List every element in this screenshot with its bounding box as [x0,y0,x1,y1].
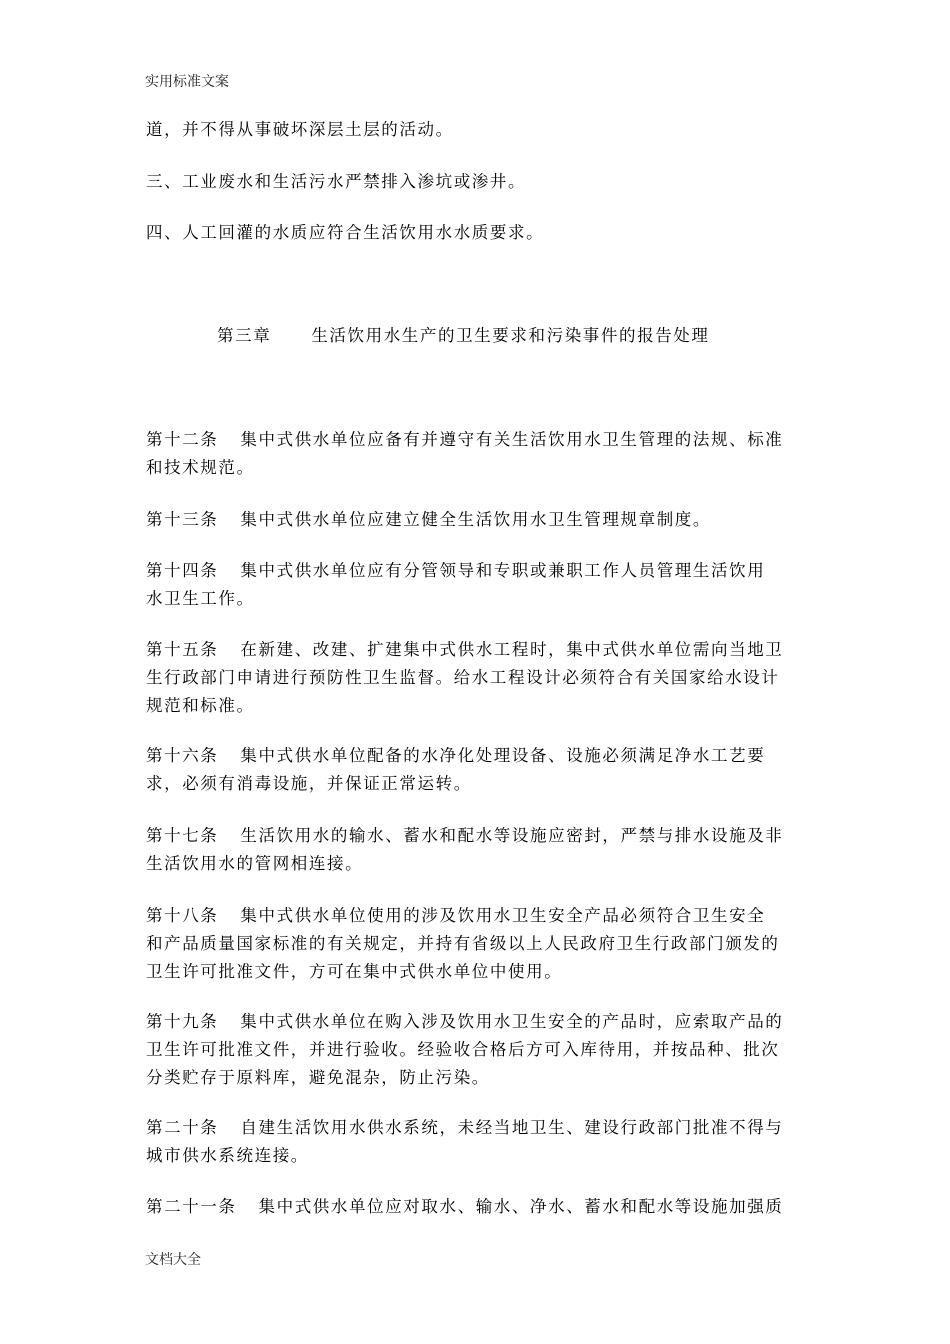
paragraph-line [146,557,810,585]
article-14 [146,557,810,613]
article-label: 第十二条 [146,430,219,449]
article-label: 第十九条 [146,1012,219,1031]
paragraph-line: 和产品质量国家标准的有关规定，并持有省级以上人民政府卫生行政部门颁发的 [146,934,780,953]
paragraph-line [146,1193,810,1221]
article-17 [146,822,810,878]
article-label: 第二十条 [146,1118,219,1137]
article-text: 集中式供水单位应备有并遵守有关生活饮用水卫生管理的法规、标准 [240,430,784,449]
article-18 [146,902,810,986]
article-text: 自建生活饮用水供水系统，未经当地卫生、建设行政部门批准不得与 [240,1118,784,1137]
article-19 [146,1008,810,1092]
chapter-number: 第三章 [217,326,272,345]
paragraph-line [146,506,810,534]
page-footer: 文档大全 [145,1252,201,1268]
paragraph-line: 三、工业废水和生活污水严禁排入渗坑或渗井。 [146,172,527,191]
article-label: 第十三条 [146,510,219,529]
paragraph-line: 规范和标准。 [146,696,255,715]
article-16 [146,742,810,798]
article-13 [146,506,810,534]
paragraph-line: 城市供水系统连接。 [146,1146,309,1165]
article-label: 第十八条 [146,906,219,925]
paragraph-line [146,426,810,454]
paragraph-intro-3 [146,219,810,247]
article-text: 集中式供水单位在购入涉及饮用水卫生安全的产品时，应索取产品的 [240,1012,784,1031]
paragraph-line: 水卫生工作。 [146,589,255,608]
paragraph-line: 道，并不得从事破坏深层土层的活动。 [146,120,454,139]
paragraph-line: 卫生许可批准文件，并进行验收。经验收合格后方可入库待用，并按品种、批次 [146,1040,780,1059]
paragraph-line: 分类贮存于原料库，避免混杂，防止污染。 [146,1068,490,1087]
paragraph-line [146,1008,810,1036]
article-label: 第十七条 [146,826,219,845]
article-text: 集中式供水单位配备的水净化处理设备、设施必须满足净水工艺要 [240,746,766,765]
article-label: 第十五条 [146,640,219,659]
paragraph-line [146,822,810,850]
article-label: 第二十一条 [146,1197,237,1216]
paragraph-line [146,636,810,664]
paragraph-line: 和技术规范。 [146,458,255,477]
paragraph-line [146,902,810,930]
article-label: 第十六条 [146,746,219,765]
chapter-title-text: 生活饮用水生产的卫生要求和污染事件的报告处理 [311,326,710,345]
article-label: 第十四条 [146,561,219,580]
paragraph-line [146,742,810,770]
article-15 [146,636,810,720]
paragraph-intro-1 [146,116,810,144]
paragraph-line [146,1114,810,1142]
article-text: 集中式供水单位应有分管领导和专职或兼职工作人员管理生活饮用 [240,561,766,580]
page-header: 实用标准文案 [145,74,229,90]
paragraph-line: 求，必须有消毒设施，并保证正常运转。 [146,774,472,793]
article-text: 集中式供水单位应建立健全生活饮用水卫生管理规章制度。 [240,510,712,529]
paragraph-line: 四、人工回灌的水质应符合生活饮用水水质要求。 [146,223,545,242]
article-text: 集中式供水单位应对取水、输水、净水、蓄水和配水等设施加强质 [258,1197,784,1216]
paragraph-line: 生行政部门申请进行预防性卫生监督。给水工程设计必须符合有关国家给水设计 [146,668,780,687]
article-text: 集中式供水单位使用的涉及饮用水卫生安全产品必须符合卫生安全 [240,906,766,925]
article-21 [146,1193,810,1221]
article-text: 生活饮用水的输水、蓄水和配水等设施应密封，严禁与排水设施及非 [240,826,784,845]
article-20 [146,1114,810,1170]
paragraph-line: 卫生许可批准文件，方可在集中式供水单位中使用。 [146,962,563,981]
chapter-heading [217,322,710,350]
article-text: 在新建、改建、扩建集中式供水工程时，集中式供水单位需向当地卫 [240,640,784,659]
article-12 [146,426,810,482]
paragraph-intro-2 [146,168,810,196]
paragraph-line: 生活饮用水的管网相连接。 [146,854,364,873]
